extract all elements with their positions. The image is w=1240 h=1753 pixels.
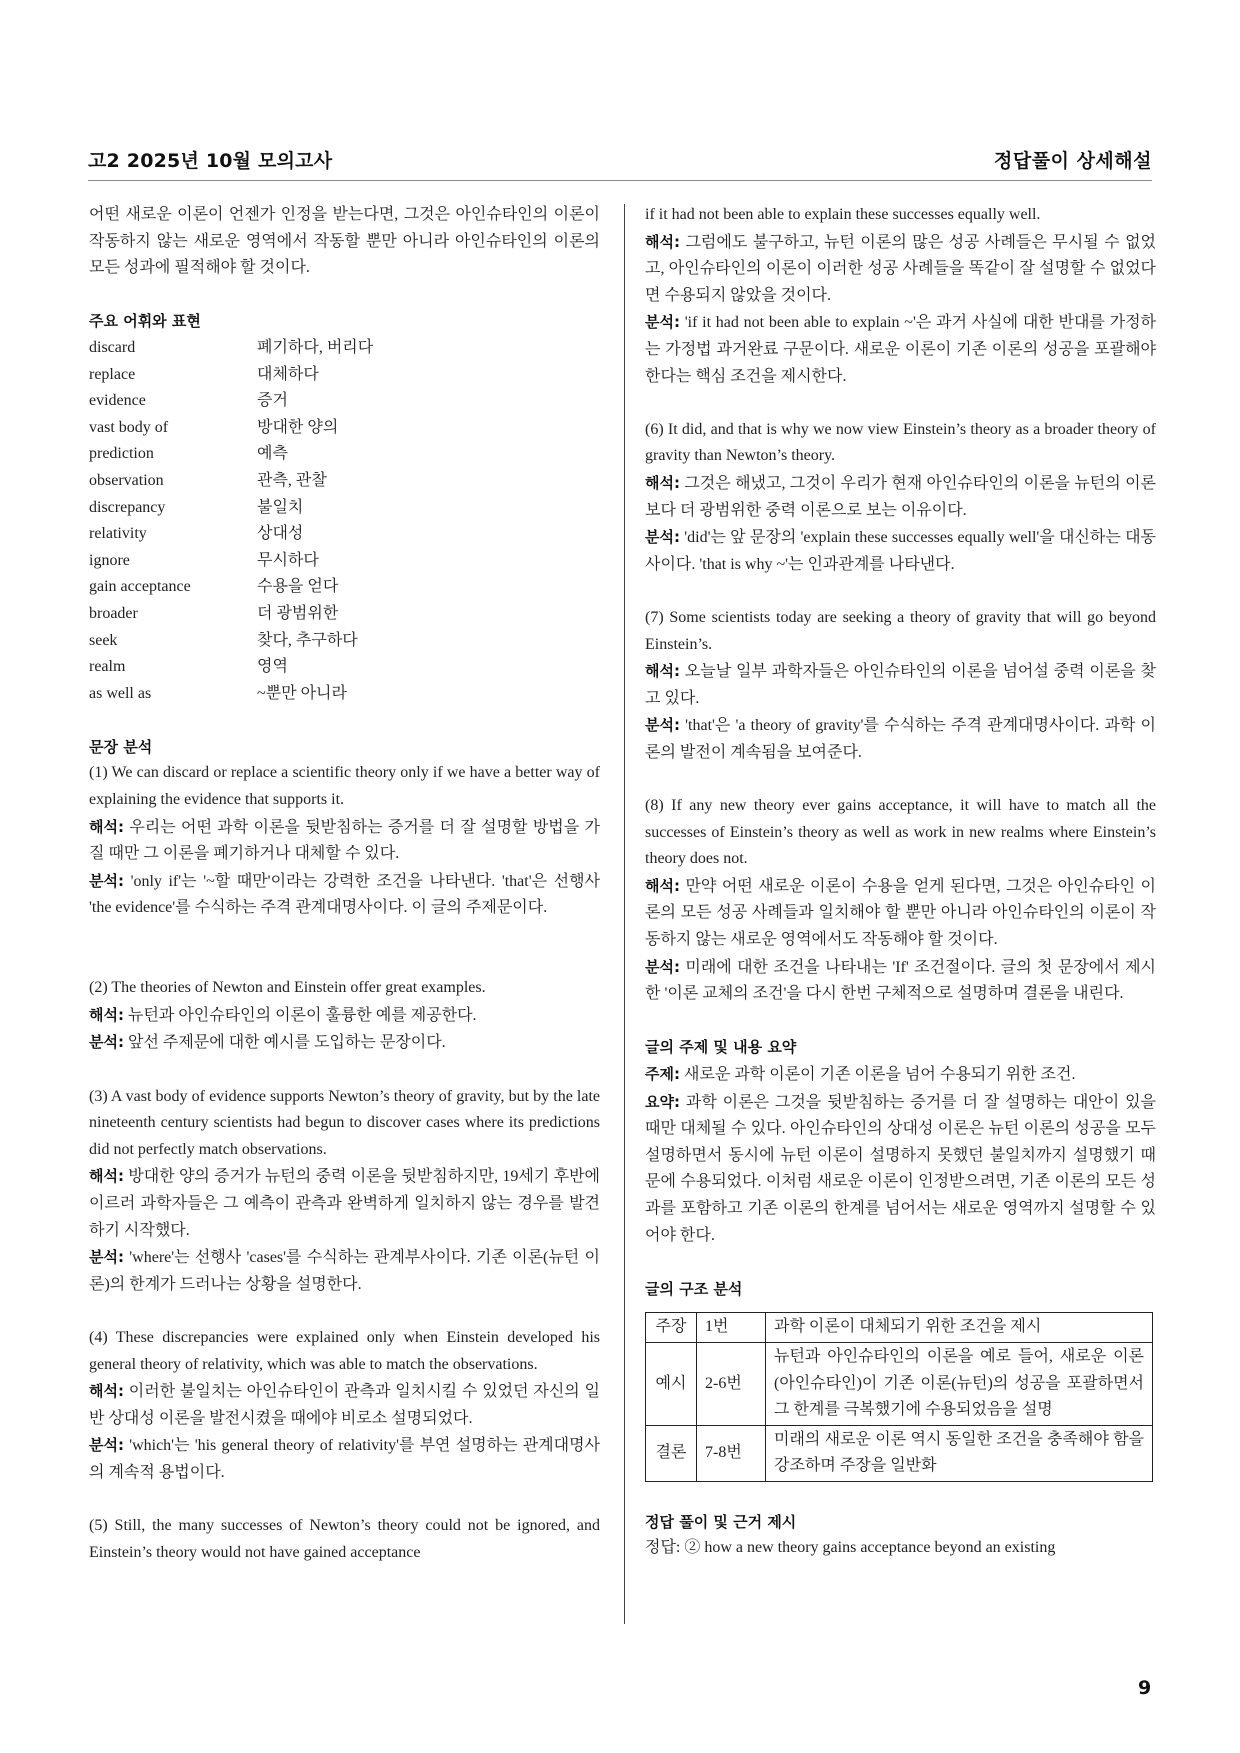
answer-text: ② how a new theory gains acceptance beyond an existing (684, 1539, 1056, 1557)
analysis-label: 분석: (645, 528, 680, 547)
spacer (645, 766, 1156, 793)
vocab-en: broader (89, 604, 138, 622)
analysis-label: 분석: (89, 1248, 124, 1267)
answer-line (645, 1535, 1156, 1562)
answer-section-title: 정답 풀이 및 근거 제시 (645, 1512, 797, 1531)
structure-desc: 미래의 새로운 이론 역시 동일한 조건을 충족해야 함을 강조하며 주장을 일반화 (766, 1425, 1153, 1481)
vocab-ko: 폐기하다, 버리다 (257, 338, 374, 356)
sentence-5-analysis: 분석: 'if it had not been able to explain ~'은 과거 사실에 대한 반대를 가정하는 가정법 과거완료 구문이다. 새로운 이론이 기존 이론의 성공을 포괄해야 한다는 핵심 조건을 제시한다. (645, 313, 1156, 385)
answer-label: 정답: (645, 1539, 681, 1557)
summary-section-title: 글의 주제 및 내용 요약 (645, 1038, 797, 1057)
translation-label: 해석: (89, 1167, 124, 1186)
sentence-5-english-continued: if it had not been able to explain these successes equally well. (645, 206, 1041, 223)
spacer (89, 282, 600, 309)
vocab-en: evidence (89, 392, 146, 410)
translation-label: 해석: (645, 232, 680, 251)
structure-range: 2-6번 (697, 1342, 766, 1425)
vocab-en: observation (89, 471, 164, 489)
sentence-4-analysis: 분석: 'which'는 'his general theory of relativity'를 부연 설명하는 관계대명사의 계속적 용법이다. (89, 1436, 601, 1481)
vocab-ko: 더 광범위한 (257, 604, 339, 622)
spacer (89, 922, 600, 949)
sentence-1-english: (1) We can discard or replace a scientific theory only if we have a better way of explaining the evidence that supports it. (89, 764, 600, 809)
spacer (645, 390, 1156, 417)
topic-label: 주제: (645, 1065, 680, 1083)
vocab-ko: 수용을 얻다 (257, 578, 339, 596)
vocab-ko: ~뿐만 아니라 (257, 684, 347, 702)
sentence-8-english: (8) If any new theory ever gains acceptance, it will have to match all the successes of Einstein’s theory as well as work in new realms where Einstein’s theory does not. (645, 797, 1156, 868)
section-title: 정답풀이 상세해설 (994, 150, 1152, 172)
translation-label: 해석: (89, 1382, 124, 1401)
spacer (645, 1249, 1156, 1276)
sentence-3-translation: 해석: 방대한 양의 증거가 뉴턴의 중력 이론을 뒷받침하지만, 19세기 후반에 이르러 과학자들은 그 예측이 관측과 완벽하게 일치하지 않는 경우를 발견하기 시작했다. (89, 1167, 600, 1239)
vocab-en: replace (89, 365, 136, 383)
analysis-label: 분석: (89, 1033, 124, 1052)
page-number: 9 (1138, 1677, 1152, 1699)
spacer (645, 1008, 1156, 1035)
sentence-1-translation: 해석: 우리는 어떤 과학 이론을 뒷받침하는 증거를 더 잘 설명할 방법을 가질 때만 그 이론을 폐기하거나 대체할 수 있다. (89, 817, 600, 863)
translation-label: 해석: (645, 876, 680, 895)
analysis-label: 분석: (645, 716, 680, 735)
spacer (89, 1487, 600, 1514)
vocab-ko: 관측, 관찰 (257, 471, 327, 489)
sentence-7-analysis: 분석: 'that'은 'a theory of gravity'를 수식하는 주격 관계대명사이다. 과학 이론의 발전이 계속됨을 보여준다. (645, 716, 1157, 761)
structure-desc: 과학 이론이 대체되기 위한 조건을 제시 (766, 1313, 1153, 1343)
structure-range: 7-8번 (697, 1425, 766, 1481)
vocab-en: vast body of (89, 418, 169, 436)
vocab-en: gain acceptance (89, 578, 191, 596)
vocab-en: discard (89, 338, 136, 356)
spacer (645, 1482, 1156, 1509)
vocab-ko: 방대한 양의 (257, 418, 339, 436)
sentence-3-analysis: 분석: 'where'는 선행사 'cases'를 수식하는 관계부사이다. 기존 이론(뉴턴 이론)의 한계가 드러나는 상황을 설명한다. (89, 1248, 600, 1293)
vocab-en: seek (89, 631, 118, 649)
sentence-7-english: (7) Some scientists today are seeking a theory of gravity that will go beyond Einstein’s. (645, 608, 1156, 653)
spacer (89, 1298, 600, 1325)
sentence-6-translation: 해석: 그것은 해냈고, 그것이 우리가 현재 아인슈타인의 이론을 뉴턴의 이론보다 더 광범위한 중력 이론으로 보는 이유이다. (645, 473, 1156, 519)
page-header (88, 140, 1152, 181)
structure-part: 결론 (646, 1425, 697, 1481)
vocab-section-title: 주요 어휘와 표현 (89, 312, 201, 331)
vocab-list (89, 335, 600, 707)
translation-label: 해석: (89, 817, 124, 836)
column-divider (624, 204, 625, 1624)
structure-section-title: 글의 구조 분석 (645, 1279, 743, 1298)
sentence-3-english: (3) A vast body of evidence supports Newton’s theory of gravity, but by the late nineteenth century scientists had begun to discover cases where its predictions did not perfectly match observations. (89, 1087, 600, 1158)
spacer (89, 707, 600, 734)
analysis-label: 분석: (645, 313, 680, 332)
right-column (645, 202, 1156, 1562)
vocab-ko: 불일치 (257, 498, 304, 516)
table-row (646, 1342, 1153, 1425)
topic-line: 주제: 새로운 과학 이론이 기존 이론을 넘어 수용되기 위한 조건. (645, 1065, 1076, 1083)
intro-translation: 어떤 새로운 이론이 언젠가 인정을 받는다면, 그것은 아인슈타인의 이론이 작동하지 않는 새로운 영역에서 작동할 뿐만 아니라 아인슈타인의 이론의 모든 성과에 필적해야 할 것이다. (89, 206, 600, 277)
translation-label: 해석: (89, 1005, 124, 1024)
vocab-en: ignore (89, 551, 130, 569)
sentence-analysis-title: 문장 분석 (89, 737, 153, 756)
sentence-2-english: (2) The theories of Newton and Einstein offer great examples. (89, 979, 486, 997)
vocab-ko: 찾다, 추구하다 (257, 631, 358, 649)
sentence-4-english: (4) These discrepancies were explained only when Einstein developed his general theory of relativity, which was able to match the observations. (89, 1328, 600, 1373)
vocab-ko: 무시하다 (257, 551, 319, 569)
vocab-ko: 예측 (257, 445, 288, 463)
sentence-6-english: (6) It did, and that is why we now view Einstein’s theory as a broader theory of gravity than Newton’s theory. (645, 420, 1156, 465)
spacer (89, 1057, 600, 1084)
sentence-4-translation: 해석: 이러한 불일치는 아인슈타인이 관측과 일치시킬 수 있었던 자신의 일반 상대성 이론을 발전시켰을 때에야 비로소 설명되었다. (89, 1382, 600, 1427)
vocab-en: as well as (89, 684, 152, 702)
table-row (646, 1313, 1153, 1343)
translation-label: 해석: (645, 473, 680, 492)
vocab-en: discrepancy (89, 498, 166, 516)
vocab-ko: 상대성 (257, 525, 304, 543)
analysis-label: 분석: (89, 1436, 124, 1455)
structure-part: 예시 (646, 1342, 697, 1425)
vocab-ko: 대체하다 (257, 365, 319, 383)
spacer (89, 949, 600, 976)
vocab-ko: 증거 (257, 392, 288, 410)
vocab-ko: 영역 (257, 658, 288, 676)
exam-title: 고2 2025년 10월 모의고사 (88, 150, 333, 172)
structure-range: 1번 (697, 1313, 766, 1343)
table-row (646, 1425, 1153, 1481)
vocab-en: relativity (89, 525, 147, 543)
structure-desc: 뉴턴과 아인슈타인의 이론을 예로 들어, 새로운 이론(아인슈타인)이 기존 이론(뉴턴)의 성공을 포괄하면서 그 한계를 극복했기에 수용되었음을 설명 (766, 1342, 1153, 1425)
sentence-5-english: (5) Still, the many successes of Newton’s theory could not be ignored, and Einstein’s theory would not have gained acceptance (89, 1517, 600, 1561)
sentence-5-translation: 해석: 그럼에도 불구하고, 뉴턴 이론의 많은 성공 사례들은 무시될 수 없었고, 아인슈타인의 이론이 이러한 성공 사례들을 똑같이 잘 설명할 수 없었다면 수용되지 않았을 것이다. (645, 232, 1156, 304)
translation-label: 해석: (645, 662, 680, 681)
structure-table (645, 1312, 1153, 1482)
sentence-2-analysis: 분석: 앞선 주제문에 대한 예시를 도입하는 문장이다. (89, 1033, 446, 1052)
sentence-8-analysis: 분석: 미래에 대한 조건을 나타내는 'If' 조건절이다. 글의 첫 문장에서 제시한 '이론 교체의 조건'을 다시 한번 구체적으로 설명하며 결론을 내린다. (645, 957, 1156, 1003)
vocab-en: realm (89, 658, 126, 676)
analysis-label: 분석: (645, 957, 680, 976)
summary-paragraph: 요약: 과학 이론은 그것을 뒷받침하는 증거를 더 잘 설명하는 대안이 있을 때만 대체될 수 있다. 아인슈타인의 상대성 이론은 뉴턴 이론의 성공을 모두 설명하면서 동시에 뉴턴 이론이 설명하지 못했던 불일치까지 설명했기 때문에 수용되었다. 이처럼 새로운 이론이 인정받으려면, 기존 이론의 모든 성과를 포함하고 기존 이론의 한계를 넘어서는 새로운 영역까지 설명할 수 있어야 한다. (645, 1092, 1156, 1244)
sentence-6-analysis: 분석: 'did'는 앞 문장의 'explain these successes equally well'을 대신하는 대동사이다. 'that is why ~'는 인과관계를 나타낸다. (645, 528, 1156, 573)
sentence-7-translation: 해석: 오늘날 일부 과학자들은 아인슈타인의 이론을 넘어설 중력 이론을 찾고 있다. (645, 662, 1156, 707)
analysis-label: 분석: (89, 871, 124, 890)
summary-label: 요약: (645, 1092, 680, 1111)
sentence-8-translation: 해석: 만약 어떤 새로운 이론이 수용을 얻게 된다면, 그것은 아인슈타인 이론의 모든 성공 사례들과 일치해야 할 뿐만 아니라 아인슈타인의 이론이 작동하지 않는 새로운 영역에서도 작동해야 할 것이다. (645, 876, 1156, 949)
vocab-en: prediction (89, 445, 154, 463)
sentence-2-translation: 해석: 뉴턴과 아인슈타인의 이론이 훌륭한 예를 제공한다. (89, 1005, 477, 1024)
spacer (645, 578, 1156, 605)
structure-part: 주장 (646, 1313, 697, 1343)
sentence-1-analysis: 분석: 'only if'는 '~할 때만'이라는 강력한 조건을 나타낸다. 'that'은 선행사 'the evidence'를 수식하는 주격 관계대명사이다. 이 글의 주제문이다. (89, 871, 600, 917)
left-column (89, 202, 600, 1566)
